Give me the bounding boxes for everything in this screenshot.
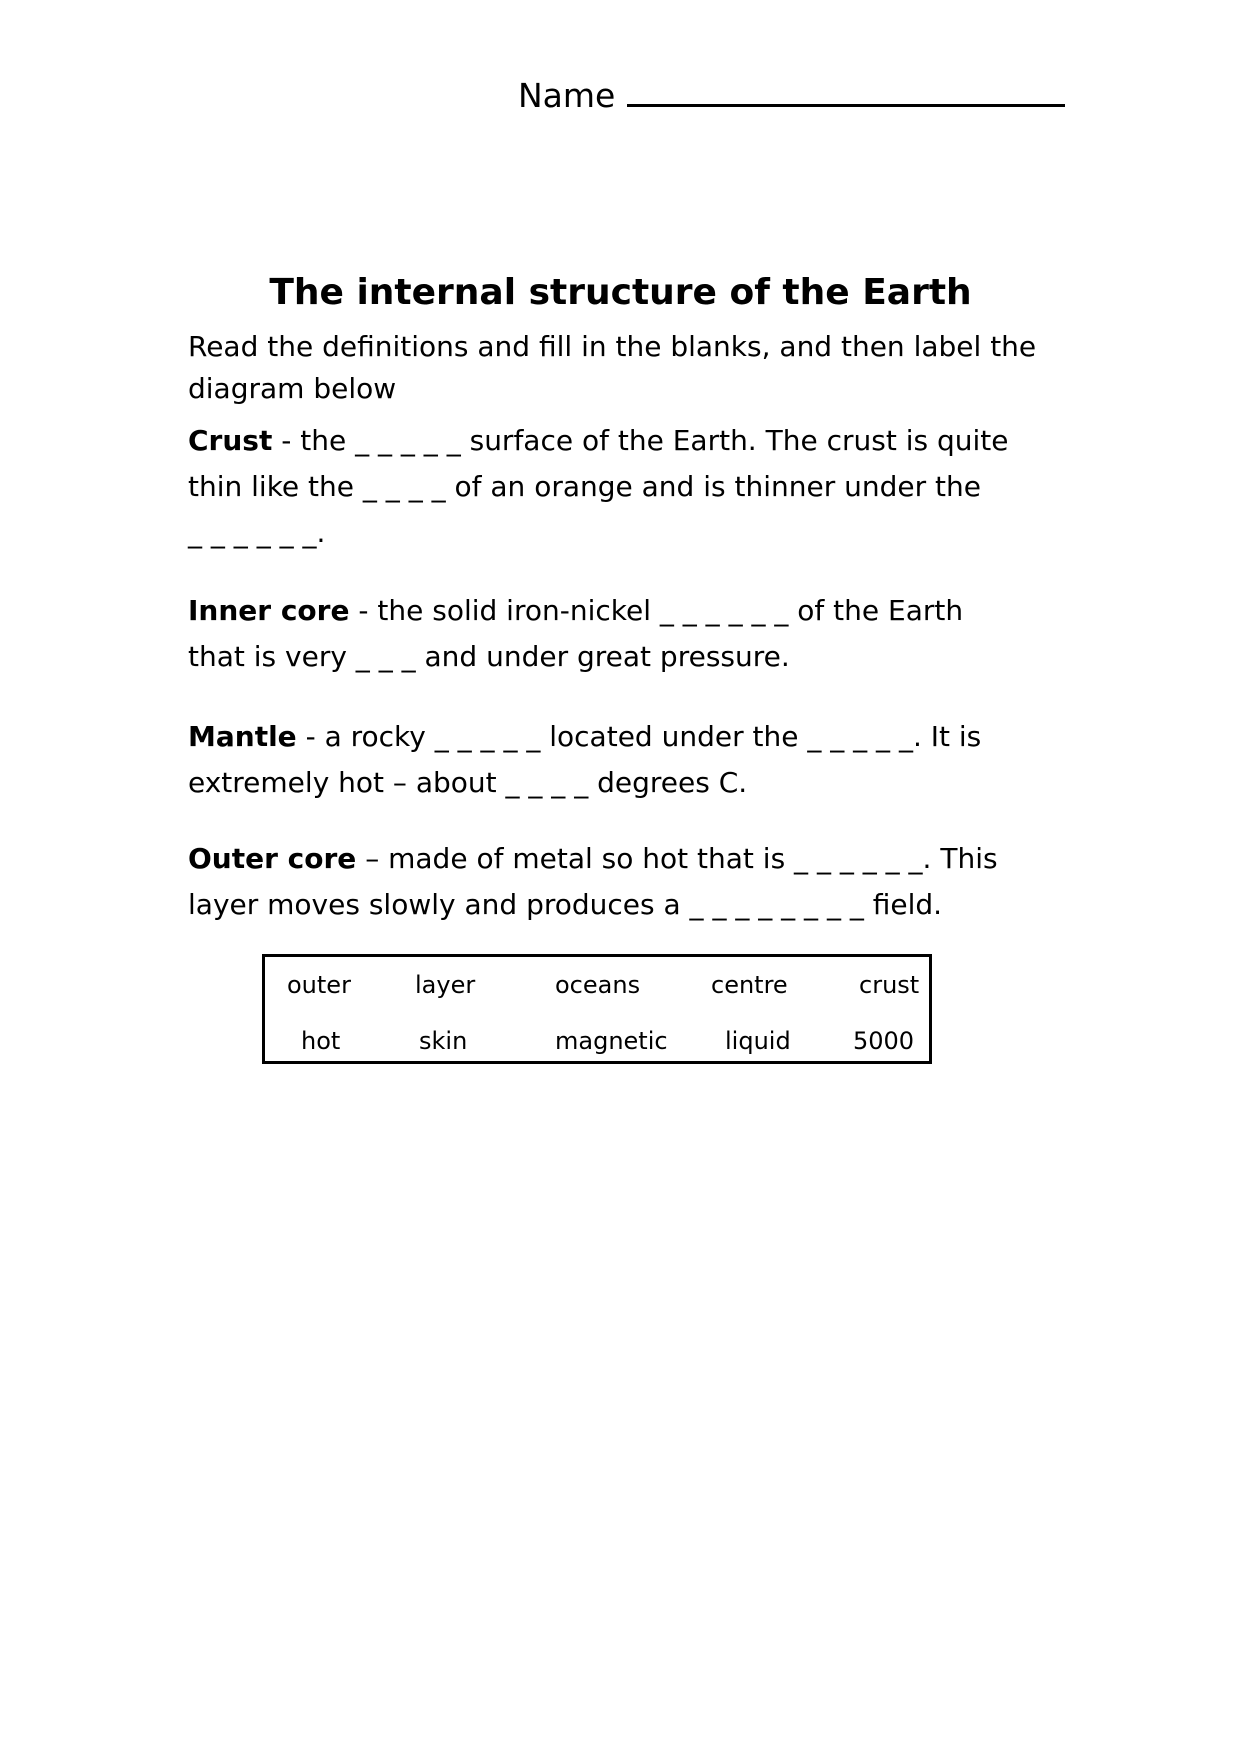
definition-outer-core	[188, 836, 1068, 928]
word-bank-item: skin	[419, 1027, 468, 1055]
word-bank-item: layer	[415, 971, 476, 999]
definition-crust-line1: - the _ _ _ _ _ surface of the Earth. The crust is quite	[272, 424, 1009, 457]
term-mantle: Mantle	[188, 720, 297, 753]
name-field	[518, 74, 1065, 116]
term-crust: Crust	[188, 424, 273, 457]
word-bank-item: oceans	[555, 971, 641, 999]
definition-inner-core-line2: that is very _ _ _ and under great pressure.	[188, 640, 790, 673]
word-bank-row-1	[265, 967, 929, 1003]
term-outer-core: Outer core	[188, 842, 357, 875]
definition-crust-line2: thin like the _ _ _ _ of an orange and is thinner under the	[188, 470, 981, 503]
word-bank-item: liquid	[725, 1027, 791, 1055]
page-title: The internal structure of the Earth	[269, 272, 972, 313]
definition-inner-core-line1: - the solid iron-nickel _ _ _ _ _ _ of the Earth	[349, 594, 964, 627]
name-label: Name	[518, 76, 616, 115]
name-blank-line[interactable]	[627, 74, 1065, 107]
word-bank	[262, 954, 932, 1064]
term-inner-core: Inner core	[188, 594, 350, 627]
definition-crust-line3: _ _ _ _ _ _.	[188, 516, 326, 549]
definition-outer-core-line1: – made of metal so hot that is _ _ _ _ _ _. This	[356, 842, 998, 875]
definition-mantle-line2: extremely hot – about _ _ _ _ degrees C.	[188, 766, 748, 799]
definition-outer-core-line2: layer moves slowly and produces a _ _ _ _ _ _ _ _ field.	[188, 888, 943, 921]
definition-mantle	[188, 714, 1068, 806]
definition-mantle-line1: - a rocky _ _ _ _ _ located under the _ _ _ _ _. It is	[296, 720, 982, 753]
word-bank-item: magnetic	[555, 1027, 668, 1055]
word-bank-item: crust	[859, 971, 920, 999]
instructions: Read the definitions and fill in the blanks, and then label the diagram below	[188, 330, 1037, 405]
word-bank-item: hot	[301, 1027, 341, 1055]
word-bank-row-2	[265, 1023, 929, 1059]
word-bank-item: centre	[711, 971, 788, 999]
definition-crust	[188, 418, 1068, 556]
word-bank-item: 5000	[853, 1027, 915, 1055]
definition-inner-core	[188, 588, 1068, 680]
word-bank-item: outer	[287, 971, 351, 999]
